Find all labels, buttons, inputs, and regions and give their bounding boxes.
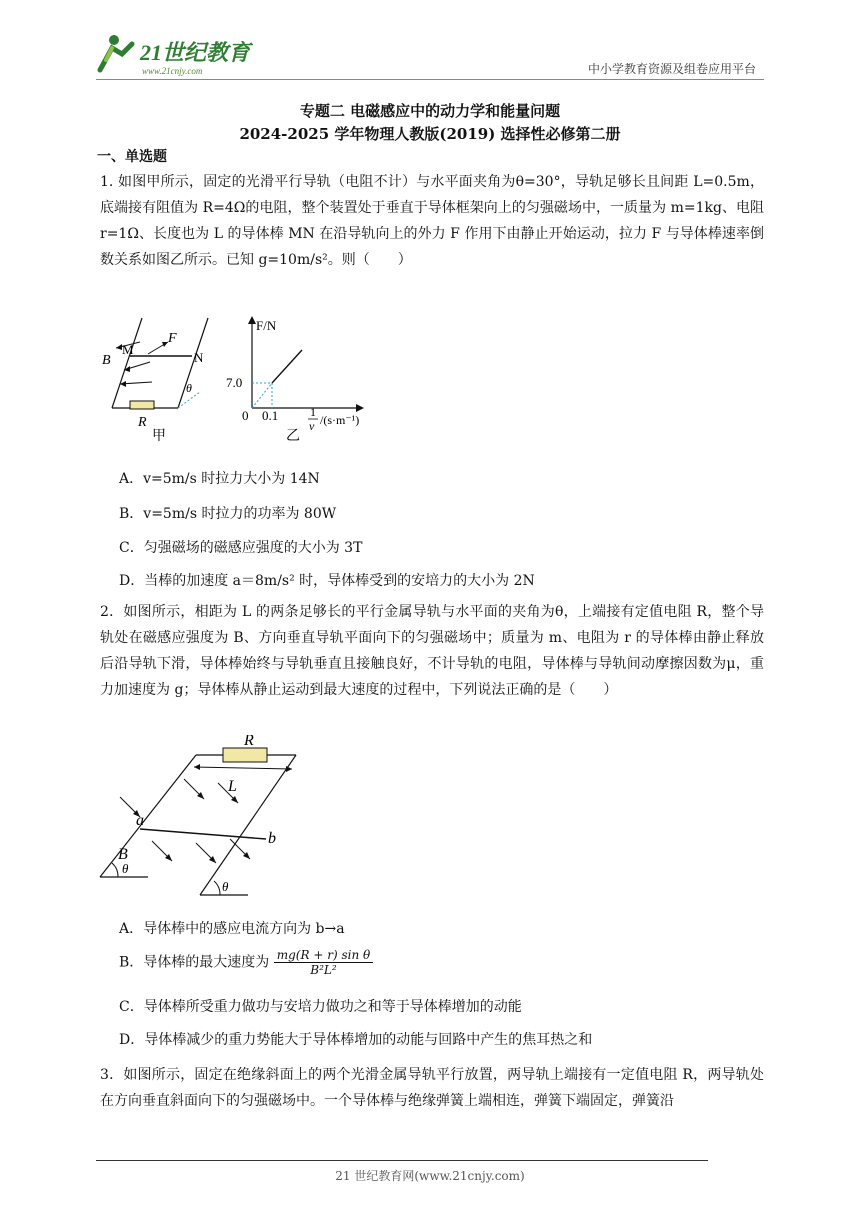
label-B: B bbox=[102, 353, 111, 368]
q1-option-d: D．当棒的加速度 a＝8m/s² 时，导体棒受到的安培力的大小为 2N bbox=[119, 573, 535, 589]
q2-option-b-prefix: B．导体棒的最大速度为 bbox=[119, 954, 270, 971]
question-3-text: 3．如图所示，固定在绝缘斜面上的两个光滑金属导轨平行放置，两导轨上端接有一定值电阻 R，两导轨处在方向垂直斜面向下的匀强磁场中。一个导体棒与绝缘弹簧上端相连，弹簧下端固定，弹簧沿 bbox=[100, 1067, 764, 1109]
logo-url: www.21cnjy.com bbox=[142, 66, 203, 76]
label-theta-right: θ bbox=[222, 879, 229, 894]
origin-label: 0 bbox=[242, 408, 249, 423]
q1-option-a: A．v=5m/s 时拉力大小为 14N bbox=[119, 471, 320, 487]
title-line-1: 专题二 电磁感应中的动力学和能量问题 bbox=[299, 102, 561, 120]
label-yi: 乙 bbox=[286, 429, 300, 442]
question-1-text: 1. 如图甲所示，固定的光滑平行导轨（电阻不计）与水平面夹角为θ=30°，导轨足够长且间距 L=0.5m，底端接有阻值为 R=4Ω的电阻，整个装置处于垂直于导体框架向上的匀强磁场中，一质量为 m=1kg、电阻 r=1Ω、长度也为 L 的导体棒 MN 在沿导轨向上的外力 F 作用下由静止开始运动，拉力 F 与导体棒速率倒数关系如图乙所示。已知 g=10m/s²。则（ ） bbox=[100, 174, 764, 268]
label-L: L bbox=[228, 778, 237, 795]
label-b: b bbox=[268, 830, 276, 847]
footer-text: 21 世纪教育网(www.21cnjy.com) bbox=[335, 1169, 525, 1183]
figure-1-jia bbox=[100, 312, 220, 442]
label-B2: B bbox=[118, 846, 128, 863]
x-axis-den: v bbox=[309, 419, 315, 433]
q2-option-d: D．导体棒减少的重力势能大于导体棒增加的动能与回路中产生的焦耳热之和 bbox=[119, 1032, 593, 1048]
logo-text: 21世纪教育 bbox=[140, 40, 251, 65]
site-logo bbox=[92, 30, 262, 82]
formula-numerator: mg(R + r) sin θ bbox=[274, 948, 373, 963]
label-theta-left: θ bbox=[122, 861, 129, 876]
q2-option-b bbox=[119, 948, 373, 977]
formula-denominator: B²L² bbox=[310, 963, 337, 977]
label-a: a bbox=[136, 812, 144, 829]
section-heading: 一、单选题 bbox=[97, 149, 167, 165]
logo-graphic bbox=[92, 30, 262, 82]
q2-option-c: C．导体棒所受重力做功与安培力做功之和等于导体棒增加的动能 bbox=[119, 999, 522, 1015]
x-tick-label: 0.1 bbox=[262, 408, 279, 423]
max-speed-formula bbox=[274, 948, 373, 977]
footer-divider bbox=[96, 1160, 708, 1161]
label-N: N bbox=[194, 350, 204, 365]
y-axis-label: F/N bbox=[256, 318, 277, 333]
label-R: R bbox=[138, 415, 147, 430]
label-R2: R bbox=[244, 735, 254, 749]
label-M: M bbox=[122, 342, 134, 357]
q1-option-b: B．v=5m/s 时拉力的功率为 80W bbox=[119, 506, 337, 522]
y-tick-label: 7.0 bbox=[226, 375, 243, 390]
question-2-text: 2．如图所示，相距为 L 的两条足够长的平行金属导轨与水平面的夹角为θ，上端接有定值电阻 R，整个导轨处在磁感应强度为 B、方向垂直导轨平面向下的匀强磁场中；质量为 m、电阻为 r 的导体棒由静止释放后沿导轨下滑，导体棒始终与导轨垂直且接触良好，不计导轨的电阻，导体棒与导轨间动摩擦因数为μ，重力加速度为 g；导体棒从静止运动到最大速度的过程中，下列说法正确的是（ ） bbox=[100, 604, 764, 698]
figure-1-yi bbox=[222, 312, 372, 442]
figure-2 bbox=[98, 735, 308, 900]
label-jia: 甲 bbox=[152, 429, 166, 442]
header-platform-text: 中小学教育资源及组卷应用平台 bbox=[587, 62, 756, 76]
label-F: F bbox=[168, 331, 177, 346]
x-axis-num: 1 bbox=[310, 405, 316, 419]
q1-option-c: C．匀强磁场的磁感应强度的大小为 3T bbox=[119, 540, 363, 556]
label-theta: θ bbox=[186, 381, 192, 395]
title-line-2: 2024-2025 学年物理人教版(2019) 选择性必修第二册 bbox=[239, 125, 621, 143]
x-axis-unit: /(s·m⁻¹) bbox=[320, 413, 360, 427]
q2-option-a: A．导体棒中的感应电流方向为 b→a bbox=[119, 921, 345, 937]
header-divider bbox=[96, 79, 764, 80]
